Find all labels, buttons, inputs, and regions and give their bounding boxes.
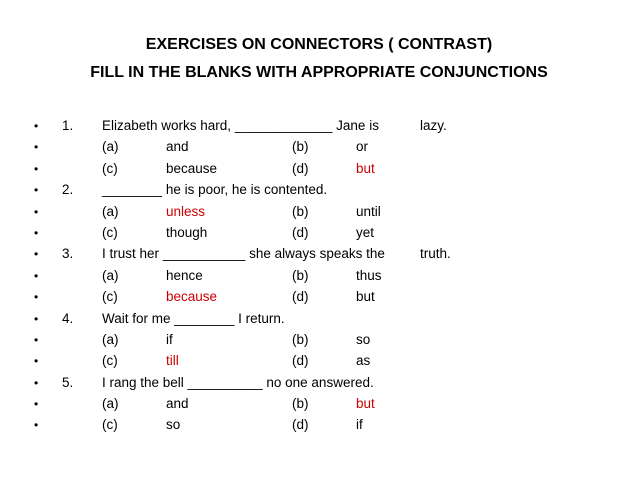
bullet-icon: • (34, 354, 39, 369)
correct-option: because (166, 289, 218, 305)
question-row (0, 245, 638, 266)
option-c: because (166, 160, 218, 176)
correct-option: unless (166, 203, 206, 219)
bullet-icon: • (34, 225, 39, 240)
question-row (0, 181, 638, 202)
bullet-icon: • (34, 397, 39, 412)
question-text: Elizabeth works hard, _____________ Jane is (102, 118, 379, 133)
question-number: 2. (62, 182, 74, 198)
bullet-icon: • (34, 290, 39, 305)
option-row (0, 288, 638, 309)
option-label: (c) (102, 289, 118, 305)
question-text: ________ he is poor, he is contented. (102, 182, 328, 198)
option-row (0, 395, 638, 416)
question-number: 4. (62, 310, 74, 326)
option-d: but (356, 289, 375, 305)
option-label: (d) (292, 224, 309, 240)
option-label: (a) (102, 139, 119, 155)
slide-subtitle: FILL IN THE BLANKS WITH APPROPRIATE CONJUNCTIONS (90, 64, 548, 81)
bullet-icon: • (34, 204, 39, 219)
option-c: though (166, 224, 208, 240)
option-row (0, 267, 638, 288)
option-label: (d) (292, 289, 309, 305)
bullet-icon: • (34, 183, 39, 198)
question-number: 3. (62, 246, 74, 262)
slide-title: EXERCISES ON CONNECTORS ( CONTRAST) (145, 36, 493, 53)
option-row (0, 331, 638, 352)
correct-option: but (356, 396, 375, 412)
option-label: (b) (292, 396, 309, 412)
option-label: (d) (292, 353, 309, 369)
bullet-icon: • (34, 247, 39, 262)
option-b: thus (356, 267, 382, 283)
exercise-list (0, 117, 638, 438)
option-row (0, 416, 638, 437)
option-a: and (166, 139, 189, 155)
question-text-end: truth. (420, 246, 451, 262)
option-label: (a) (102, 203, 119, 219)
question-number: 1. (62, 118, 74, 133)
option-label: (d) (292, 417, 309, 433)
bullet-icon: • (34, 418, 39, 433)
option-label: (b) (292, 267, 309, 283)
option-label: (b) (292, 139, 309, 155)
bullet-icon: • (34, 332, 39, 347)
option-b: until (356, 203, 381, 219)
bullet-icon: • (34, 268, 39, 283)
option-label: (b) (292, 203, 309, 219)
option-row (0, 138, 638, 159)
option-d: if (356, 417, 363, 433)
bullet-icon: • (34, 161, 39, 176)
option-label: (b) (292, 331, 309, 347)
question-text: Wait for me ________ I return. (102, 310, 285, 326)
bullet-icon: • (34, 119, 39, 133)
question-text: I rang the bell __________ no one answered. (102, 374, 374, 390)
option-label: (c) (102, 417, 118, 433)
option-c: so (166, 417, 181, 433)
question-row (0, 310, 638, 331)
option-label: (a) (102, 396, 119, 412)
option-b: so (356, 331, 371, 347)
option-a: if (166, 331, 173, 347)
option-b: or (356, 139, 369, 155)
question-row (0, 374, 638, 395)
option-row (0, 160, 638, 181)
correct-option: till (166, 353, 179, 369)
option-row (0, 203, 638, 224)
correct-option: but (356, 160, 375, 176)
option-d: as (356, 353, 371, 369)
option-label: (d) (292, 160, 309, 176)
question-number: 5. (62, 374, 74, 390)
option-label: (a) (102, 331, 119, 347)
option-row (0, 224, 638, 245)
option-d: yet (356, 224, 375, 240)
option-a: and (166, 396, 189, 412)
option-label: (c) (102, 224, 118, 240)
option-label: (c) (102, 160, 118, 176)
option-label: (c) (102, 353, 118, 369)
question-row (0, 117, 638, 138)
bullet-icon: • (34, 140, 39, 155)
bullet-icon: • (34, 375, 39, 390)
question-text: I trust her ___________ she always speaks the (102, 246, 385, 262)
bullet-icon: • (34, 311, 39, 326)
option-label: (a) (102, 267, 119, 283)
option-row (0, 352, 638, 373)
question-text-end: lazy. (420, 118, 447, 133)
option-a: hence (166, 267, 203, 283)
